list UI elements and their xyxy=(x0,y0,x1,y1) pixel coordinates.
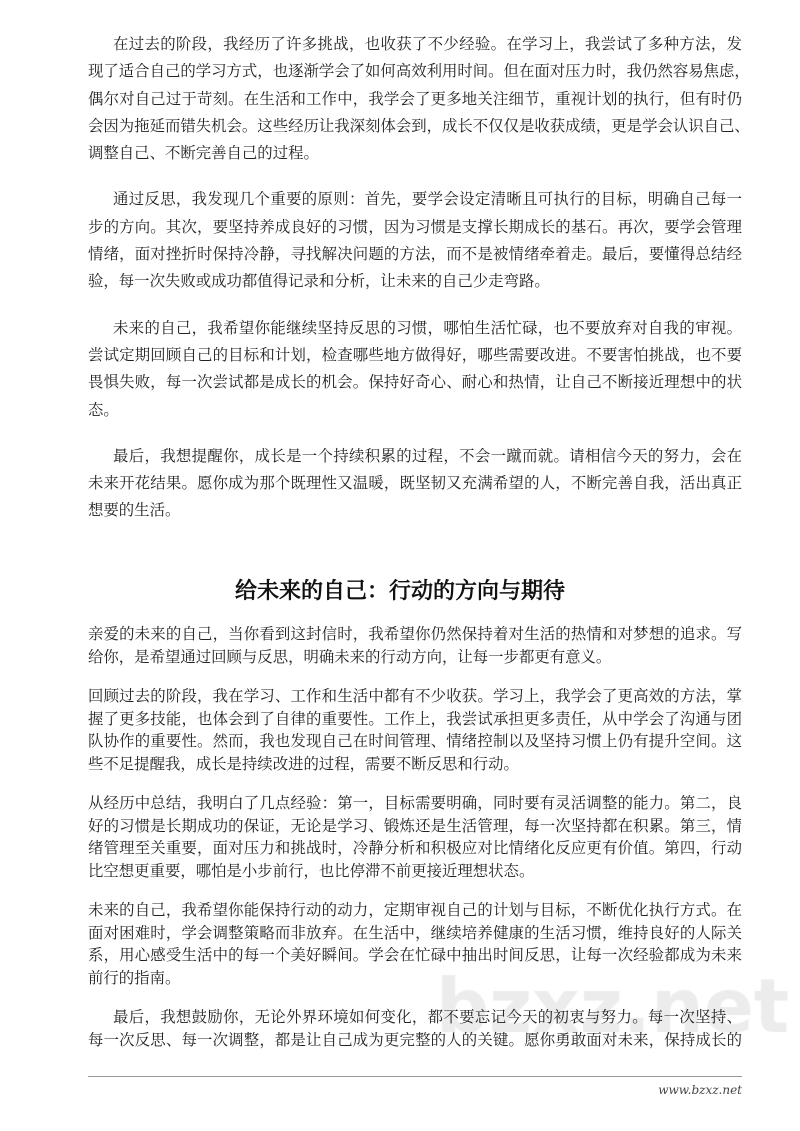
paragraph xyxy=(88,1006,742,1051)
paragraph xyxy=(88,792,742,882)
text-line: 通过反思，我发现几个重要的原则：首先，要学会设定清晰且可执行的目标，明确自己每一 xyxy=(113,190,742,209)
text-line: 亲爱的未来的自己，当你看到这封信时，我希望你仍然保持着对生活的热情和对梦想的追求。写 xyxy=(88,625,742,643)
text-line: 调整自己、不断完善自己的过程。 xyxy=(88,144,319,163)
text-line: 在过去的阶段，我经历了许多挑战，也收获了不少经验。在学习上，我尝试了多种方法，发 xyxy=(113,35,742,53)
text-line: 从经历中总结，我明白了几点经验：第一，目标需要明确，同时要有灵活调整的能力。第二，良 xyxy=(88,794,742,812)
text-line: 会因为拖延而错失机会。这些经历让我深刻体会到，成长不仅仅是收获成绩，更是学会认识自己、 xyxy=(88,116,750,135)
text-line: 态。 xyxy=(88,400,119,419)
text-line: 队协作的重要性。然而，我也发现自己在时间管理、情绪控制以及坚持习惯上仍有提升空间。这 xyxy=(88,732,742,750)
text-line: 面对困难时，学会调整策略而非放弃。在生活中，继续培养健康的生活习惯，维持良好的人际关 xyxy=(88,923,742,942)
text-line: 情绪，面对挫折时保持冷静，寻找解决问题的方法，而不是被情绪牵着走。最后，要懂得总结经 xyxy=(88,245,742,264)
section-2-body xyxy=(88,623,742,1068)
text-line: 步的方向。其次，要坚持养成良好的习惯，因为习惯是支撑长期成长的基石。再次，要学会管理 xyxy=(88,217,742,236)
text-line: 尝试定期回顾自己的目标和计划，检查哪些地方做得好，哪些需要改进。不要害怕挑战，也不要 xyxy=(88,345,742,364)
section-2-title: 给未来的自己：行动的方向与期待 xyxy=(234,579,565,604)
text-line: 最后，我想提醒你，成长是一个持续积累的过程，不会一蹴而就。请相信今天的努力，会在 xyxy=(113,446,742,465)
text-line: 系，用心感受生活中的每一个美好瞬间。学会在忙碌中抽出时间反思，让每一次经验都成为未来 xyxy=(88,946,742,964)
text-line: 未来开花结果。愿你成为那个既理性又温暖，既坚韧又充满希望的人，不断完善自我，活出真正 xyxy=(88,474,742,493)
text-line: 验，每一次失败或成功都值得记录和分析，让未来的自己少走弯路。 xyxy=(88,272,550,291)
text-line: 给你，是希望通过回顾与反思，明确未来的行动方向，让每一步都更有意义。 xyxy=(88,647,612,666)
text-line: 握了更多技能，也体会到了自律的重要性。工作上，我尝试承担更多责任，从中学会了沟通与团 xyxy=(88,709,742,728)
text-line: 偶尔对自己过于苛刻。在生活和工作中，我学会了更多地关注细节，重视计划的执行，但有时仍 xyxy=(88,89,742,108)
paragraph xyxy=(88,315,742,424)
section-1-body xyxy=(88,31,750,544)
text-line: 每一次反思、每一次调整，都是让自己成为更完整的人的关键。愿你勇敢面对未来，保持成长的 xyxy=(88,1030,742,1049)
footer-url: www.bzxz.net xyxy=(658,1083,742,1097)
paragraph xyxy=(88,443,742,525)
text-line: 比空想更重要，哪怕是小步前行，也比停滞不前更接近理想状态。 xyxy=(88,861,535,880)
text-line: 未来的自己，我希望你能保持行动的动力，定期审视自己的计划与目标，不断优化执行方式。在 xyxy=(88,901,742,919)
text-line: 想要的生活。 xyxy=(88,501,181,520)
text-line: 畏惧失败，每一次尝试都是成长的机会。保持好奇心、耐心和热情，让自己不断接近理想中的状 xyxy=(88,373,742,392)
paragraph xyxy=(88,186,742,295)
text-line: 最后，我想鼓励你，无论外界环境如何变化，都不要忘记今天的初衷与努力。每一次坚持、 xyxy=(113,1008,742,1026)
footer-divider xyxy=(88,1076,742,1077)
paragraph xyxy=(88,899,742,989)
text-line: 未来的自己，我希望你能继续坚持反思的习惯，哪怕生活忙碌，也不要放弃对自我的审视。 xyxy=(113,318,742,337)
text-line: 现了适合自己的学习方式，也逐渐学会了如何高效利用时间。但在面对压力时，我仍然容易焦虑， xyxy=(88,62,750,81)
paragraph xyxy=(88,31,750,167)
text-line: 些不足提醒我，成长是持续改进的过程，需要不断反思和行动。 xyxy=(88,754,519,773)
text-line: 回顾过去的阶段，我在学习、工作和生活中都有不少收获。学习上，我学会了更高效的方法，掌 xyxy=(88,687,742,705)
paragraph xyxy=(88,623,742,668)
text-line: 前行的指南。 xyxy=(88,968,181,987)
text-line: 好的习惯是长期成功的保证，无论是学习、锻炼还是生活管理，每一次坚持都在积累。第三，情 xyxy=(88,816,742,835)
text-line: 绪管理至关重要，面对压力和挑战时，冷静分析和积极应对比情绪化反应更有价值。第四，行动 xyxy=(88,839,742,857)
paragraph xyxy=(88,685,742,775)
